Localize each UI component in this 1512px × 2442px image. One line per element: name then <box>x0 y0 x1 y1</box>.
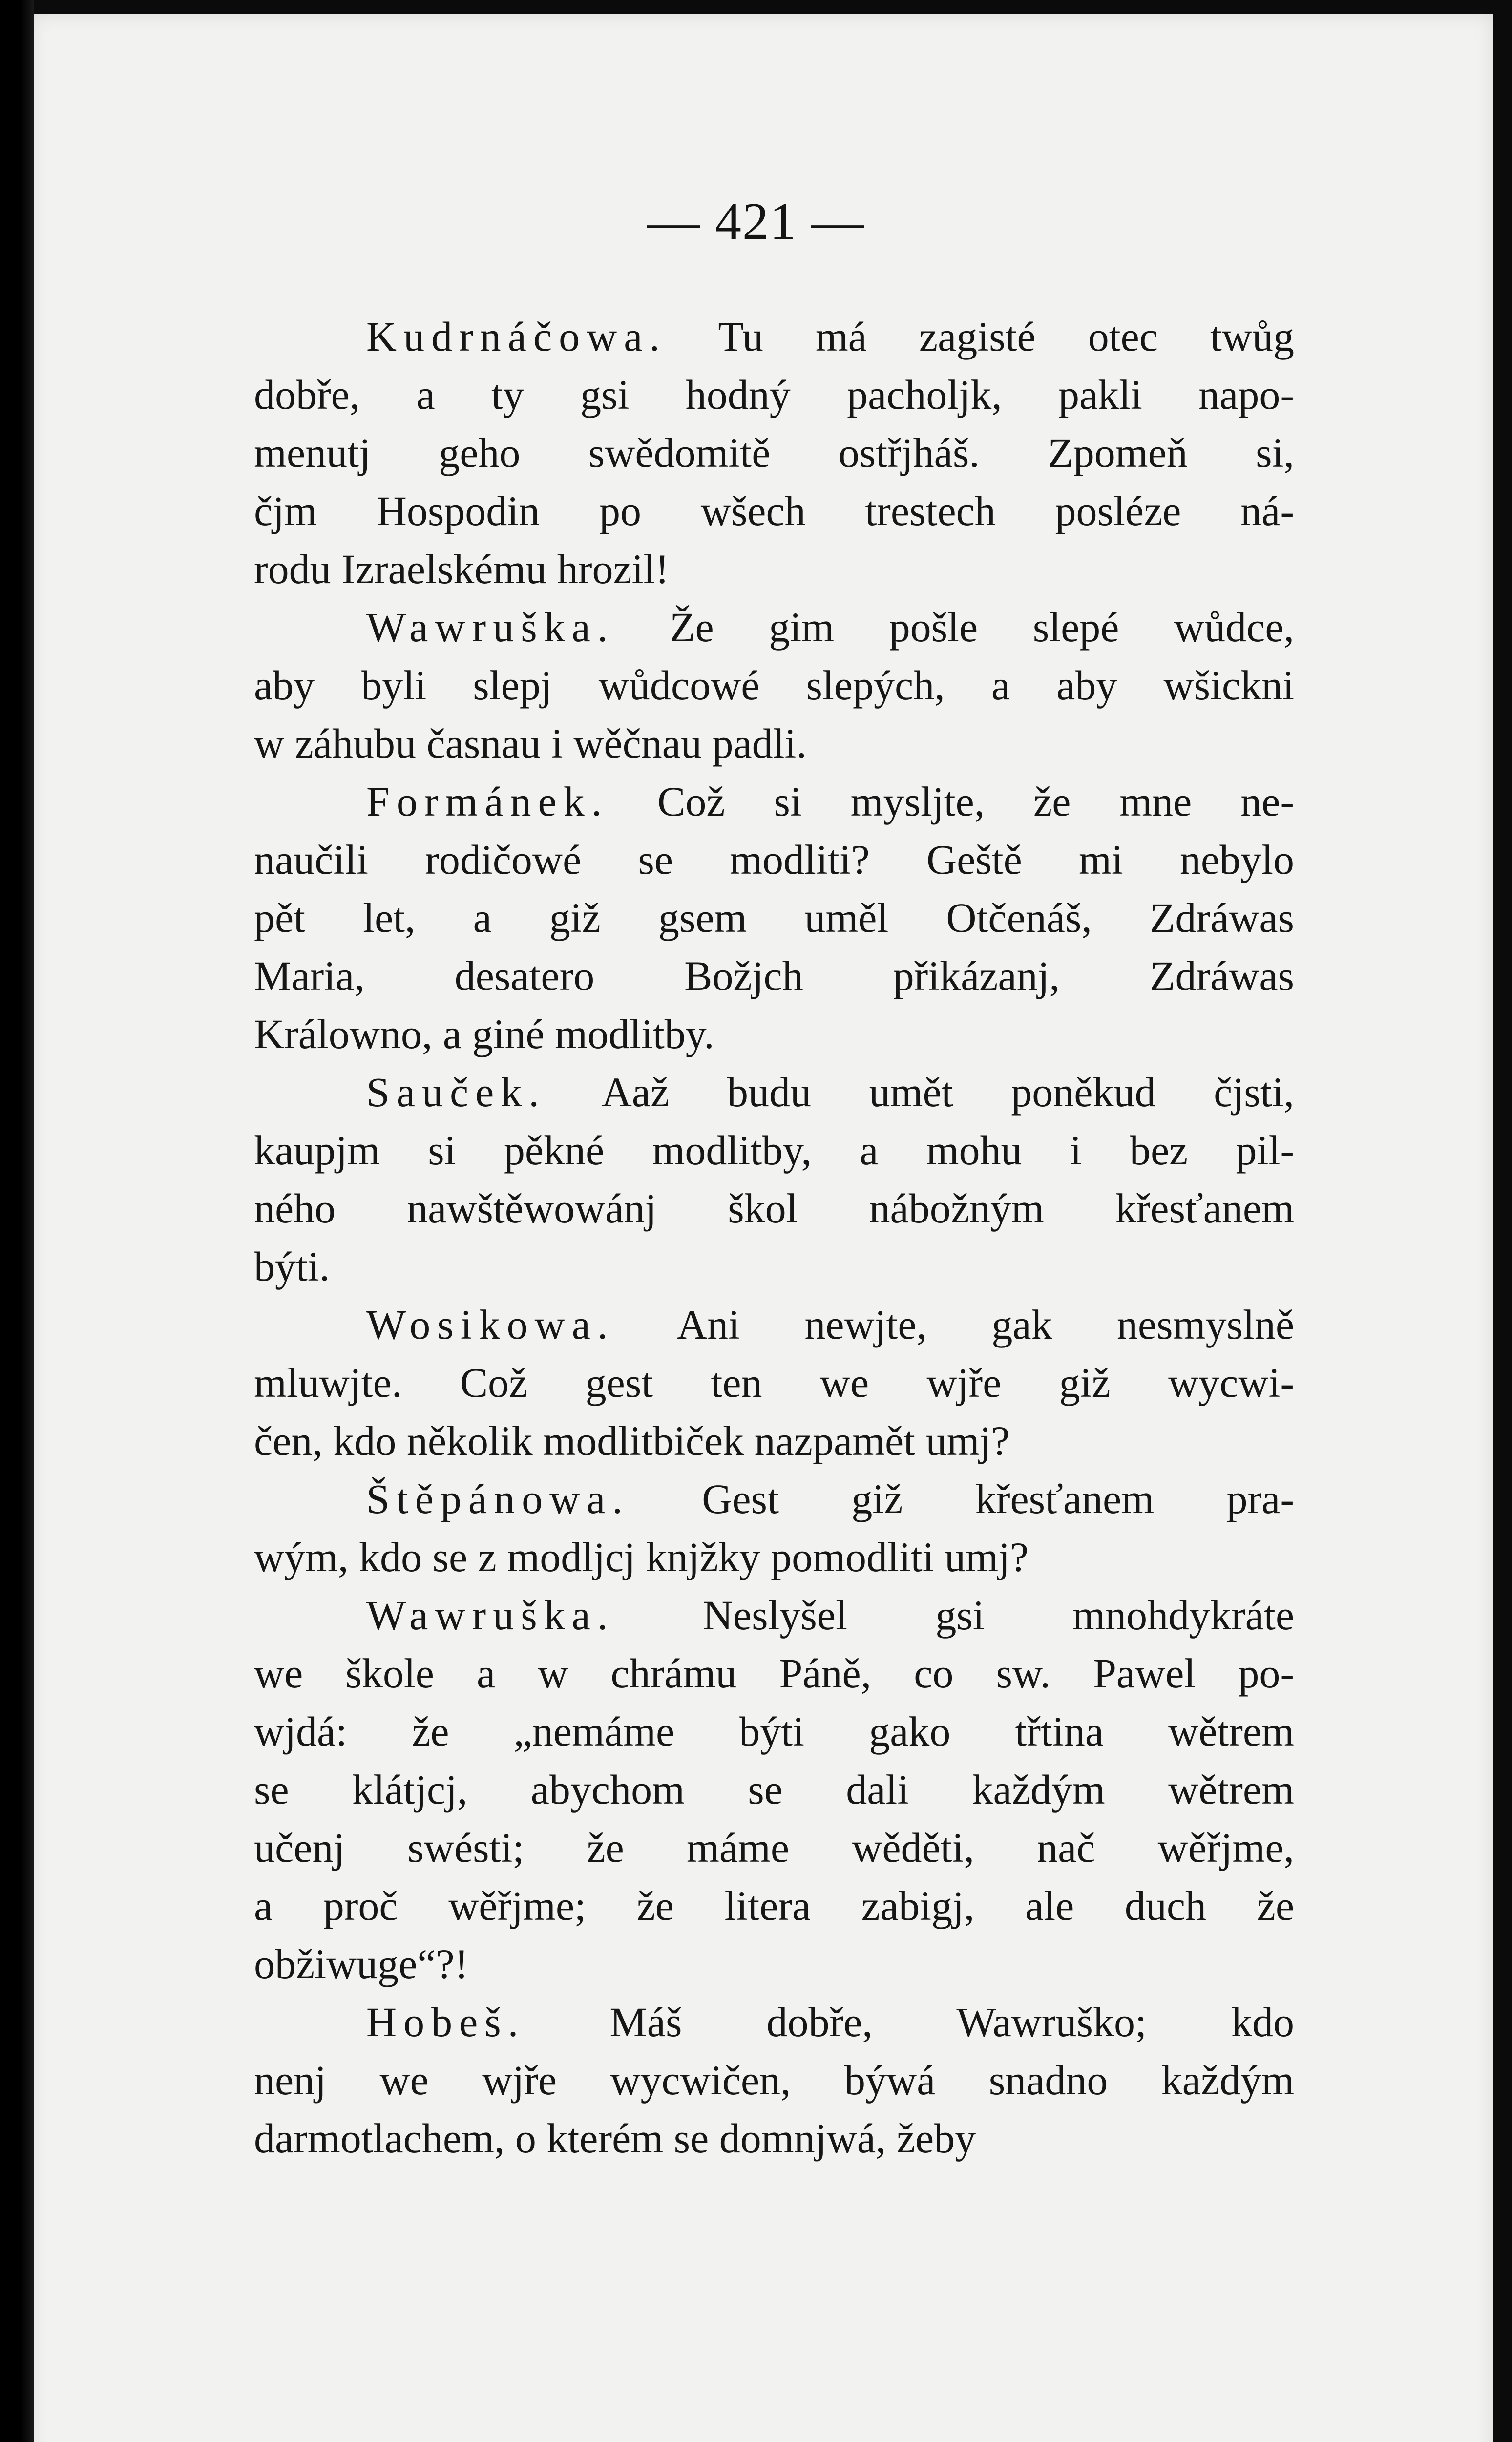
text-line: menutj geho swědomitě ostřjháš. Zpomeň si, <box>254 429 1294 476</box>
speaker-name: Wawruška. <box>366 604 615 651</box>
text-line: pět let, a giž gsem uměl Otčenáš, Zdráwas <box>254 894 1294 941</box>
text-line <box>254 773 1294 831</box>
dialogue-paragraph <box>254 308 1294 598</box>
text-line <box>254 1063 1294 1121</box>
binding-edge <box>0 0 34 2442</box>
text-line: čjm Hospodin po wšech trestech posléze ná- <box>254 487 1294 534</box>
dialogue-paragraph <box>254 1470 1294 1586</box>
text-line: Králowno, a giné modlitby. <box>254 1010 714 1057</box>
dialogue-paragraph <box>254 1296 1294 1470</box>
text-line: we škole a w chrámu Páně, co sw. Pawel po- <box>254 1650 1294 1697</box>
speaker-name: Štěpánowa. <box>366 1475 630 1522</box>
text-line: wjdá: že „nemáme býti gako třtina wětrem <box>254 1708 1294 1755</box>
page-number: — 421 — <box>647 192 865 251</box>
dialogue-paragraph <box>254 773 1294 1063</box>
line-text: Ani newjte, gak nesmyslně <box>614 1301 1294 1348</box>
text-line: rodu Izraelskému hrozil! <box>254 546 670 592</box>
speaker-name: Formánek. <box>366 778 609 825</box>
text-line <box>254 308 1294 366</box>
text-line: kaupjm si pěkné modlitby, a mohu i bez pil- <box>254 1127 1294 1174</box>
speaker-name: Wawruška. <box>366 1592 615 1639</box>
text-line <box>254 1470 1294 1528</box>
dialogue-paragraph <box>254 598 1294 773</box>
text-line: naučili rodičowé se modliti? Geště mi nebylo <box>254 836 1294 883</box>
text-line: nenj we wjře wycwičen, býwá snadno každým <box>254 2057 1294 2104</box>
dialogue-paragraph <box>254 1993 1294 2168</box>
line-text: Máš dobře, Wawruško; kdo <box>525 1999 1294 2045</box>
text-line: a proč wěřjme; že litera zabigj, ale duch že <box>254 1882 1294 1929</box>
speaker-name: Sauček. <box>366 1069 546 1116</box>
text-line: mluwjte. Což gest ten we wjře giž wycwi- <box>254 1359 1294 1406</box>
text-line: býti. <box>254 1243 330 1290</box>
text-line: učenj swésti; že máme wěděti, nač wěřjme, <box>254 1824 1294 1871</box>
speaker-name: Wosikowa. <box>366 1301 615 1348</box>
line-text: Že gim pošle slepé wůdce, <box>614 604 1294 651</box>
text-line: Maria, desatero Božjch přikázanj, Zdráwas <box>254 952 1294 999</box>
line-text: Neslyšel gsi mnohdykráte <box>614 1592 1294 1639</box>
speaker-name: Kudrnáčowa. <box>366 313 667 360</box>
text-line: w záhubu časnau i wěčnau padli. <box>254 720 807 767</box>
text-line <box>254 598 1294 656</box>
line-text: Což si mysljte, že mne ne- <box>609 778 1294 825</box>
text-line: aby byli slepj wůdcowé slepých, a aby wšickni <box>254 662 1294 709</box>
text-line <box>254 1586 1294 1644</box>
text-line: se klátjcj, abychom se dali každým wětrem <box>254 1766 1294 1813</box>
text-line <box>254 1993 1294 2051</box>
text-line: obžiwuge“?! <box>254 1940 469 1987</box>
text-line: darmotlachem, o kterém se domnjwá, žeby <box>254 2115 976 2162</box>
dialogue-paragraph <box>254 1586 1294 1993</box>
text-line: wým, kdo se z modljcj knjžky pomodliti umj? <box>254 1534 1029 1580</box>
text-line <box>254 1296 1294 1354</box>
text-line: čen, kdo několik modlitbiček nazpamět umj? <box>254 1417 1010 1464</box>
line-text: Aaž budu umět poněkud čjsti, <box>546 1069 1294 1116</box>
dialogue-text <box>254 308 1294 2168</box>
line-text: Tu má zagisté otec twůg <box>666 313 1294 360</box>
text-line: ného nawštěwowánj škol nábožným křesťanem <box>254 1185 1294 1232</box>
speaker-name: Hobeš. <box>366 1999 525 2045</box>
dialogue-paragraph <box>254 1063 1294 1296</box>
line-text: Gest giž křesťanem pra- <box>629 1475 1294 1522</box>
text-line: dobře, a ty gsi hodný pacholjk, pakli napo- <box>254 371 1294 418</box>
